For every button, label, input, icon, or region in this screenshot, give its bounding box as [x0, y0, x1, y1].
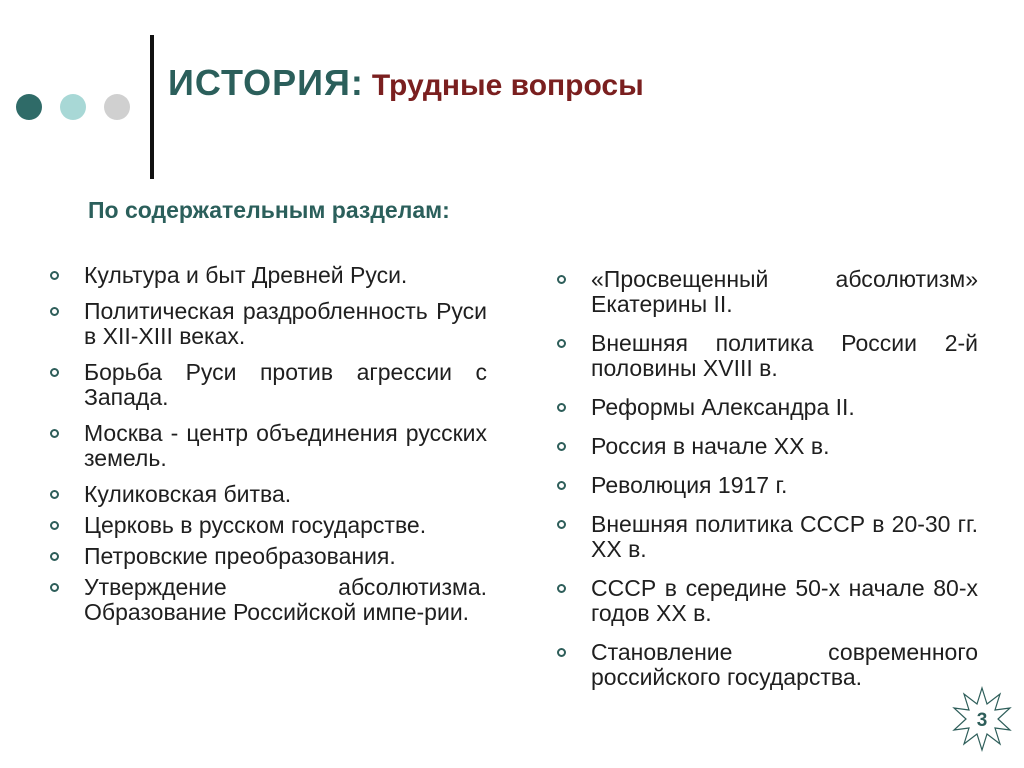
dot-mid [60, 94, 86, 120]
list-item [46, 421, 487, 471]
title-main: ИСТОРИЯ: [168, 62, 364, 103]
list-item-text: Становление современного российского государства. [591, 639, 978, 690]
page-number-badge [952, 686, 1012, 752]
list-item-text: Петровские преобразования. [84, 543, 396, 569]
list-item [553, 267, 978, 317]
ring-bullet-icon [557, 648, 566, 657]
list-item [46, 513, 487, 538]
ring-bullet-icon [50, 271, 59, 280]
ring-bullet-icon [557, 339, 566, 348]
list-item-text: Внешняя политика России 2-й половины XVIII в. [591, 330, 978, 381]
list-item-text: Куликовская битва. [84, 481, 292, 507]
list-item-text: Внешняя политика СССР в 20-30 гг. XX в. [591, 511, 978, 562]
list-item [553, 512, 978, 562]
left-topic-list [46, 263, 487, 631]
list-item [46, 482, 487, 507]
ring-bullet-icon [557, 481, 566, 490]
list-item [46, 544, 487, 569]
list-item-text: Революция 1917 г. [591, 472, 788, 498]
list-item-text: Реформы Александра II. [591, 394, 855, 420]
list-item-text: Церковь в русском государстве. [84, 512, 427, 538]
title-sub: Трудные вопросы [371, 69, 644, 102]
list-item [553, 640, 978, 690]
list-item [553, 473, 978, 498]
section-heading: По содержательным разделам: [88, 197, 450, 223]
list-item-text: Утверждение абсолютизма. Образование Российской импе-рии. [84, 574, 487, 625]
ring-bullet-icon [557, 442, 566, 451]
ring-bullet-icon [50, 552, 59, 561]
ring-bullet-icon [50, 368, 59, 377]
list-item [46, 575, 487, 625]
ring-bullet-icon [50, 307, 59, 316]
list-item [46, 263, 487, 288]
title-divider-line [150, 35, 154, 179]
ring-bullet-icon [557, 584, 566, 593]
ring-bullet-icon [50, 490, 59, 499]
list-item [553, 434, 978, 459]
ring-bullet-icon [50, 583, 59, 592]
list-item-text: Москва - центр объединения русских земель. [84, 420, 487, 471]
list-item-text: Культура и быт Древней Руси. [84, 262, 408, 288]
list-item [46, 299, 487, 349]
list-item-text: Борьба Руси против агрессии с Запада. [84, 359, 487, 410]
ring-bullet-icon [557, 403, 566, 412]
dot-dark [16, 94, 42, 120]
list-item-text: Россия в начале XX в. [591, 433, 830, 459]
list-item [46, 360, 487, 410]
list-item [553, 331, 978, 381]
ring-bullet-icon [557, 275, 566, 284]
ring-bullet-icon [557, 520, 566, 529]
decorative-dots [16, 94, 136, 120]
list-item [553, 395, 978, 420]
page-number: 3 [976, 710, 988, 731]
list-item [553, 576, 978, 626]
slide-title [168, 62, 644, 104]
ring-bullet-icon [50, 521, 59, 530]
dot-light [104, 94, 130, 120]
list-item-text: СССР в середине 50-х начале 80-х годов XX в. [591, 575, 978, 626]
list-item-text: «Просвещенный абсолютизм» Екатерины II. [591, 266, 978, 317]
ring-bullet-icon [50, 429, 59, 438]
right-topic-list [553, 267, 978, 704]
list-item-text: Политическая раздробленность Руси в XII-XIII веках. [84, 298, 487, 349]
